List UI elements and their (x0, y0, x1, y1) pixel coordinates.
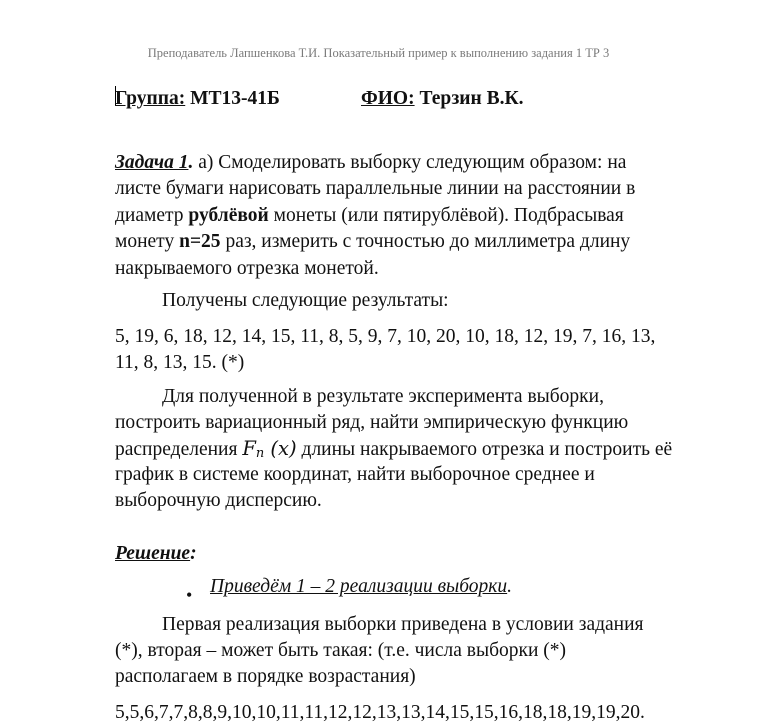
bullet-item: Приведём 1 – 2 реализации выборки. (210, 576, 513, 597)
fio-label: ФИО: (361, 88, 415, 109)
results-line-2: 11, 8, 13, 15. (*) (115, 352, 245, 373)
fio-line (361, 86, 524, 113)
para-line-3: распределения $F_n$ (x) длины накрываемого отрезка и построить её (115, 437, 673, 461)
group-label: Группа: (115, 88, 186, 109)
page-header: Преподаватель Лапшенкова Т.И. Показательный пример к выполнению задания 1 ТР 3 (147, 46, 610, 60)
para-line-5: выборочную дисперсию. (115, 490, 322, 511)
second-line-1: Первая реализация выборки приведена в условии задания (162, 614, 644, 635)
second-line-2: (*), вторая – может быть такая: (т.е. числа выборки (*) (115, 640, 567, 661)
task-line-5: накрываемого отрезка монетой. (115, 258, 379, 279)
results-line-1: 5, 19, 6, 18, 12, 14, 15, 11, 8, 5, 9, 7, 10, 20, 10, 18, 12, 19, 7, 16, 13, (115, 326, 656, 347)
sorted-sample: 5,5,6,7,7,8,8,9,10,10,11,11,12,12,13,13,14,15,15,16,18,18,19,19,20. (115, 702, 645, 723)
task-line-3: диаметр рублёвой монеты (или пятирублёвой). Подбрасывая (115, 205, 624, 226)
formula-F: F (242, 437, 256, 460)
results-intro: Получены следующие результаты: (162, 290, 449, 311)
para-line-1: Для полученной в результате эксперимента выборки, (162, 386, 604, 407)
fio-value: Терзин В.К. (414, 88, 524, 109)
para-line-4: график в системе координат, найти выборочное среднее и (115, 464, 595, 485)
task-label: Задача 1 (115, 152, 189, 173)
task-line-2: листе бумаги нарисовать параллельные линии на расстоянии в (115, 178, 636, 199)
group-value: МТ13-41Б (185, 88, 280, 109)
task-line-4: монету n=25 раз, измерить с точностью до миллиметра длину (115, 231, 631, 252)
task-line-1: Задача 1. а) Смоделировать выборку следующим образом: на (115, 152, 627, 173)
bullet-icon: • (186, 585, 193, 605)
second-line-3: располагаем в порядке возрастания) (115, 666, 416, 687)
solution-heading: Решение: (115, 543, 197, 564)
group-line (115, 86, 280, 113)
para-line-2: построить вариационный ряд, найти эмпирическую функцию (115, 412, 629, 433)
